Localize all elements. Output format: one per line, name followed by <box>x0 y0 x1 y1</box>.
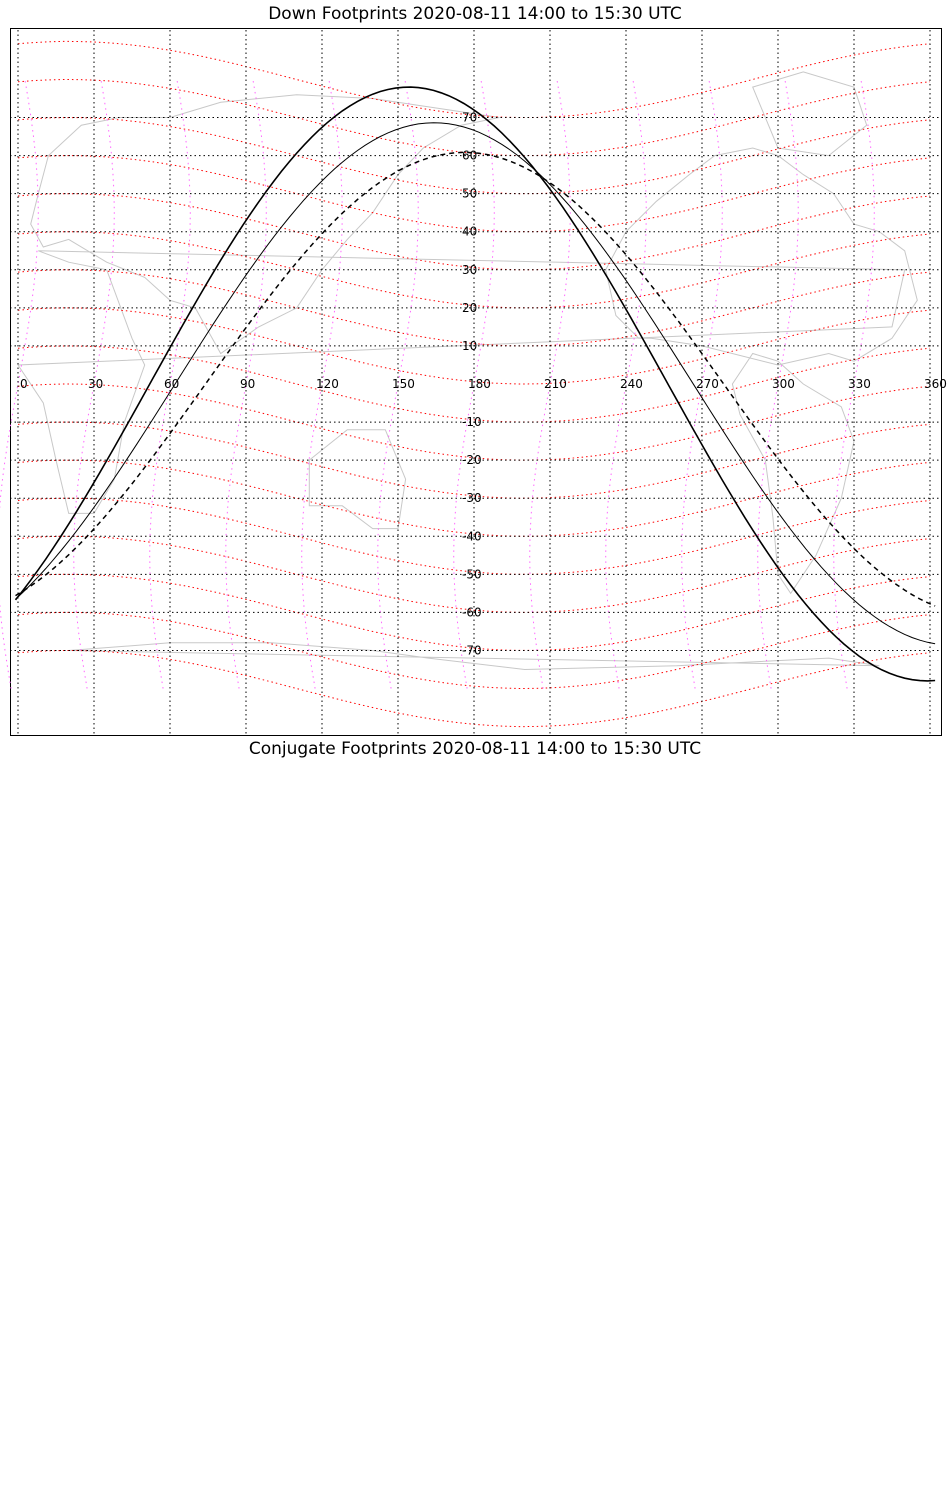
lat-label: 20 <box>462 300 478 315</box>
lon-label: 270 <box>696 377 719 391</box>
lon-label: 150 <box>392 377 415 391</box>
lat-label: -10 <box>462 415 482 430</box>
lat-label: 40 <box>462 224 478 239</box>
lat-label: 30 <box>462 262 478 277</box>
lon-label: 0 <box>20 377 28 391</box>
panel-title-conjugate: Conjugate Footprints 2020-08-11 14:00 to 15:30 UTC <box>248 739 702 759</box>
lat-label: -70 <box>462 643 482 658</box>
lat-label: -60 <box>462 605 482 620</box>
lat-label: 10 <box>462 338 478 353</box>
lon-label: 60 <box>164 377 180 391</box>
lon-label: 330 <box>848 377 871 391</box>
lon-label: 300 <box>772 377 795 391</box>
lat-label: -30 <box>462 491 482 506</box>
lat-label: -40 <box>462 529 482 544</box>
lat-label: 60 <box>462 148 478 163</box>
lat-label: 70 <box>462 110 478 125</box>
lon-label: 120 <box>316 377 339 391</box>
map-conjugate <box>10 763 942 1485</box>
lat-label: -20 <box>462 453 482 468</box>
lon-label: 30 <box>88 377 104 391</box>
lon-label: 360 <box>924 377 947 391</box>
lon-label: 180 <box>468 377 491 391</box>
lon-label: 240 <box>620 377 643 391</box>
lon-label: 90 <box>240 377 256 391</box>
map-down <box>10 28 947 736</box>
lat-label: -50 <box>462 567 482 582</box>
lon-label: 210 <box>544 377 567 391</box>
panel-title-down: Down Footprints 2020-08-11 14:00 to 15:30 UTC <box>268 4 682 24</box>
lat-label: 50 <box>462 186 478 201</box>
